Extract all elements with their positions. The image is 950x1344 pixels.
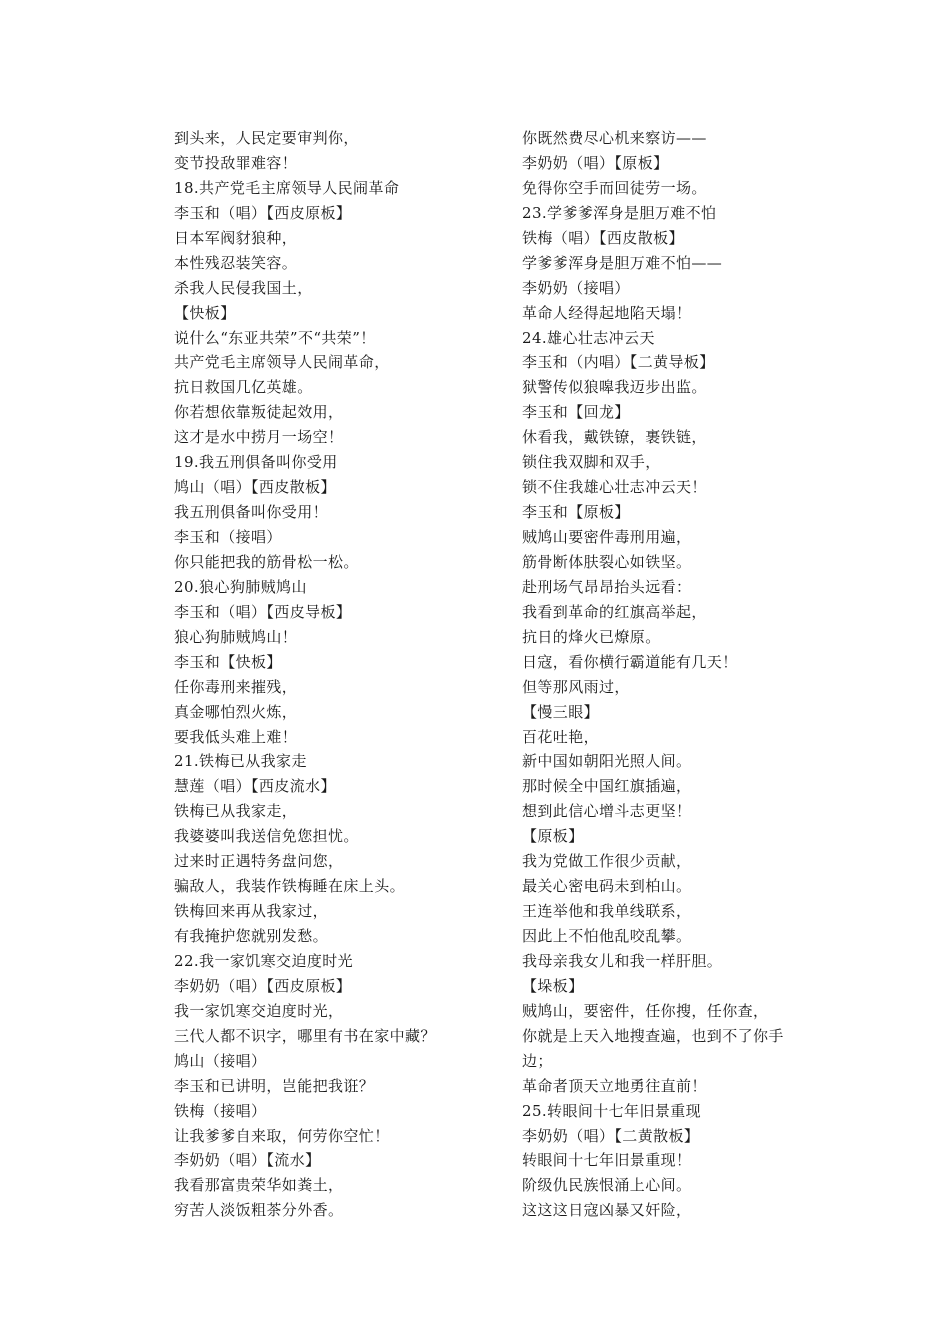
text-line: 革命人经得起地陷天塌！ <box>522 303 692 322</box>
text-line: 让我爹爹自来取，何劳你空忙！ <box>174 1126 390 1145</box>
text-line: 你既然费尽心机来察访—— <box>522 129 707 147</box>
text-line: 变节投敌罪难容！ <box>174 153 298 172</box>
text-line: 我母亲我女儿和我一样肝胆。 <box>522 951 723 970</box>
text-line: 日本军阀豺狼种， <box>174 228 298 247</box>
text-line: 这才是水中捞月一场空！ <box>174 428 344 447</box>
text-line: 【慢三眼】 <box>522 702 600 721</box>
text-line: 李奶奶（唱）【原板】 <box>522 153 669 172</box>
text-line: 铁梅已从我家走， <box>174 802 298 821</box>
text-line: 我看到革命的红旗高举起， <box>522 602 707 621</box>
text-line: 日寇，看你横行霸道能有几天！ <box>522 652 738 671</box>
text-line: 抗日救国几亿英雄。 <box>174 378 313 397</box>
text-line: 边； <box>522 1051 553 1070</box>
text-line: 李玉和（内唱）【二黄导板】 <box>522 353 715 372</box>
text-line: 李玉和【原板】 <box>522 503 630 522</box>
text-line: 骗敌人，我装作铁梅睡在床上头。 <box>174 877 406 896</box>
text-line: 21.铁梅已从我家走 <box>174 752 307 771</box>
text-line: 锁不住我雄心壮志冲云天！ <box>522 478 707 497</box>
text-line: 到头来，人民定要审判你， <box>174 129 359 147</box>
text-line: 慧莲（唱）【西皮流水】 <box>174 777 336 796</box>
text-line: 赴刑场气昂昂抬头远看： <box>522 577 692 596</box>
text-line: 李玉和已讲明，岂能把我诳？ <box>174 1076 375 1095</box>
text-line: 我婆婆叫我送信免您担忧。 <box>174 827 359 846</box>
text-line: 24.雄心壮志冲云天 <box>522 328 655 347</box>
text-line: 李奶奶（唱）【二黄散板】 <box>522 1126 700 1145</box>
text-line: 锁住我双脚和双手， <box>522 453 661 472</box>
text-line: 鸠山（接唱） <box>174 1051 267 1070</box>
text-line: 李奶奶（唱）【流水】 <box>174 1151 321 1170</box>
text-line: 铁梅回来再从我家过， <box>174 902 329 921</box>
text-line: 任你毒刑来摧残， <box>174 677 298 696</box>
text-line: 25.转眼间十七年旧景重现 <box>522 1101 702 1120</box>
text-line: 免得你空手而回徒劳一场。 <box>522 178 707 197</box>
text-line: 铁梅（唱）【西皮散板】 <box>522 228 684 247</box>
text-line: 那时候全中国红旗插遍， <box>522 777 692 796</box>
text-line: 革命者顶天立地勇往直前！ <box>522 1076 707 1095</box>
text-line: 李玉和（唱）【西皮原板】 <box>174 203 352 222</box>
text-line: 李奶奶（接唱） <box>522 278 630 297</box>
text-line: 过来时正遇特务盘问您， <box>174 852 344 871</box>
text-line: 18.共产党毛主席领导人民闹革命 <box>174 178 400 197</box>
text-line: 李玉和【回龙】 <box>522 403 630 422</box>
text-line: 你只能把我的筋骨松一松。 <box>174 552 359 571</box>
text-line: 阶级仇民族恨涌上心间。 <box>522 1176 692 1195</box>
text-line: 但等那风雨过， <box>522 677 630 696</box>
text-line: 王连举他和我单线联系， <box>522 902 692 921</box>
text-line: 共产党毛主席领导人民闹革命， <box>174 353 390 372</box>
text-line: 我五刑俱备叫你受用！ <box>174 503 329 522</box>
text-line: 鸠山（唱）【西皮散板】 <box>174 478 336 497</box>
text-line: 李玉和（唱）【西皮导板】 <box>174 602 352 621</box>
text-line: 铁梅（接唱） <box>174 1101 267 1120</box>
text-line: 新中国如朝阳光照人间。 <box>522 752 692 771</box>
text-line: 真金哪怕烈火炼， <box>174 702 298 721</box>
text-line: 你若想依靠叛徒起效用， <box>174 403 344 422</box>
text-line: 这这这日寇凶暴又奸险， <box>522 1201 692 1220</box>
text-line: 本性残忍装笑容。 <box>174 253 298 272</box>
text-line: 李玉和【快板】 <box>174 652 282 671</box>
text-line: 百花吐艳， <box>522 727 600 746</box>
text-line: 最关心密电码未到柏山。 <box>522 877 692 896</box>
text-line: 23.学爹爹浑身是胆万难不怕 <box>522 203 717 222</box>
text-line: 想到此信心增斗志更坚！ <box>522 802 692 821</box>
text-line: 三代人都不识字，哪里有书在家中藏？ <box>174 1026 436 1045</box>
text-line: 狼心狗肺贼鸠山！ <box>174 627 298 646</box>
text-line: 杀我人民侵我国土， <box>174 278 313 297</box>
text-line: 我为党做工作很少贡献， <box>522 852 692 871</box>
text-line: 转眼间十七年旧景重现！ <box>522 1151 692 1170</box>
text-line: 我看那富贵荣华如粪土， <box>174 1176 344 1195</box>
left-text-column <box>174 126 469 1223</box>
text-line: 抗日的烽火已燎原。 <box>522 627 661 646</box>
text-line: 有我掩护您就别发愁。 <box>174 927 329 945</box>
text-line: 李奶奶（唱）【西皮原板】 <box>174 976 352 995</box>
right-text-column <box>522 126 812 1223</box>
text-line: 因此上不怕他乱咬乱攀。 <box>522 927 692 945</box>
text-line: 休看我，戴铁镣，裹铁链， <box>522 428 707 447</box>
text-line: 要我低头难上难！ <box>174 727 298 746</box>
text-line: 贼鸠山要密件毒刑用遍， <box>522 528 692 546</box>
text-line: 贼鸠山，要密件，任你搜，任你查， <box>522 1001 769 1020</box>
text-line: 【垛板】 <box>522 976 584 995</box>
text-line: 学爹爹浑身是胆万难不怕—— <box>522 253 723 272</box>
text-line: 说什么“东亚共荣”不“共荣”！ <box>174 328 376 347</box>
text-line: 我一家饥寒交迫度时光， <box>174 1001 344 1020</box>
text-line: 22.我一家饥寒交迫度时光 <box>174 951 354 970</box>
text-line: 19.我五刑俱备叫你受用 <box>174 453 338 472</box>
text-line: 你就是上天入地搜查遍，也到不了你手 <box>522 1026 784 1045</box>
text-line: 李玉和（接唱） <box>174 528 282 546</box>
text-line: 狱警传似狼嗥我迈步出监。 <box>522 378 707 397</box>
text-line: 穷苦人淡饭粗茶分外香。 <box>174 1201 344 1220</box>
text-line: 20.狼心狗肺贼鸠山 <box>174 577 307 596</box>
text-line: 【原板】 <box>522 827 584 846</box>
text-line: 【快板】 <box>174 303 236 322</box>
text-line: 筋骨断体肤裂心如铁坚。 <box>522 552 692 571</box>
